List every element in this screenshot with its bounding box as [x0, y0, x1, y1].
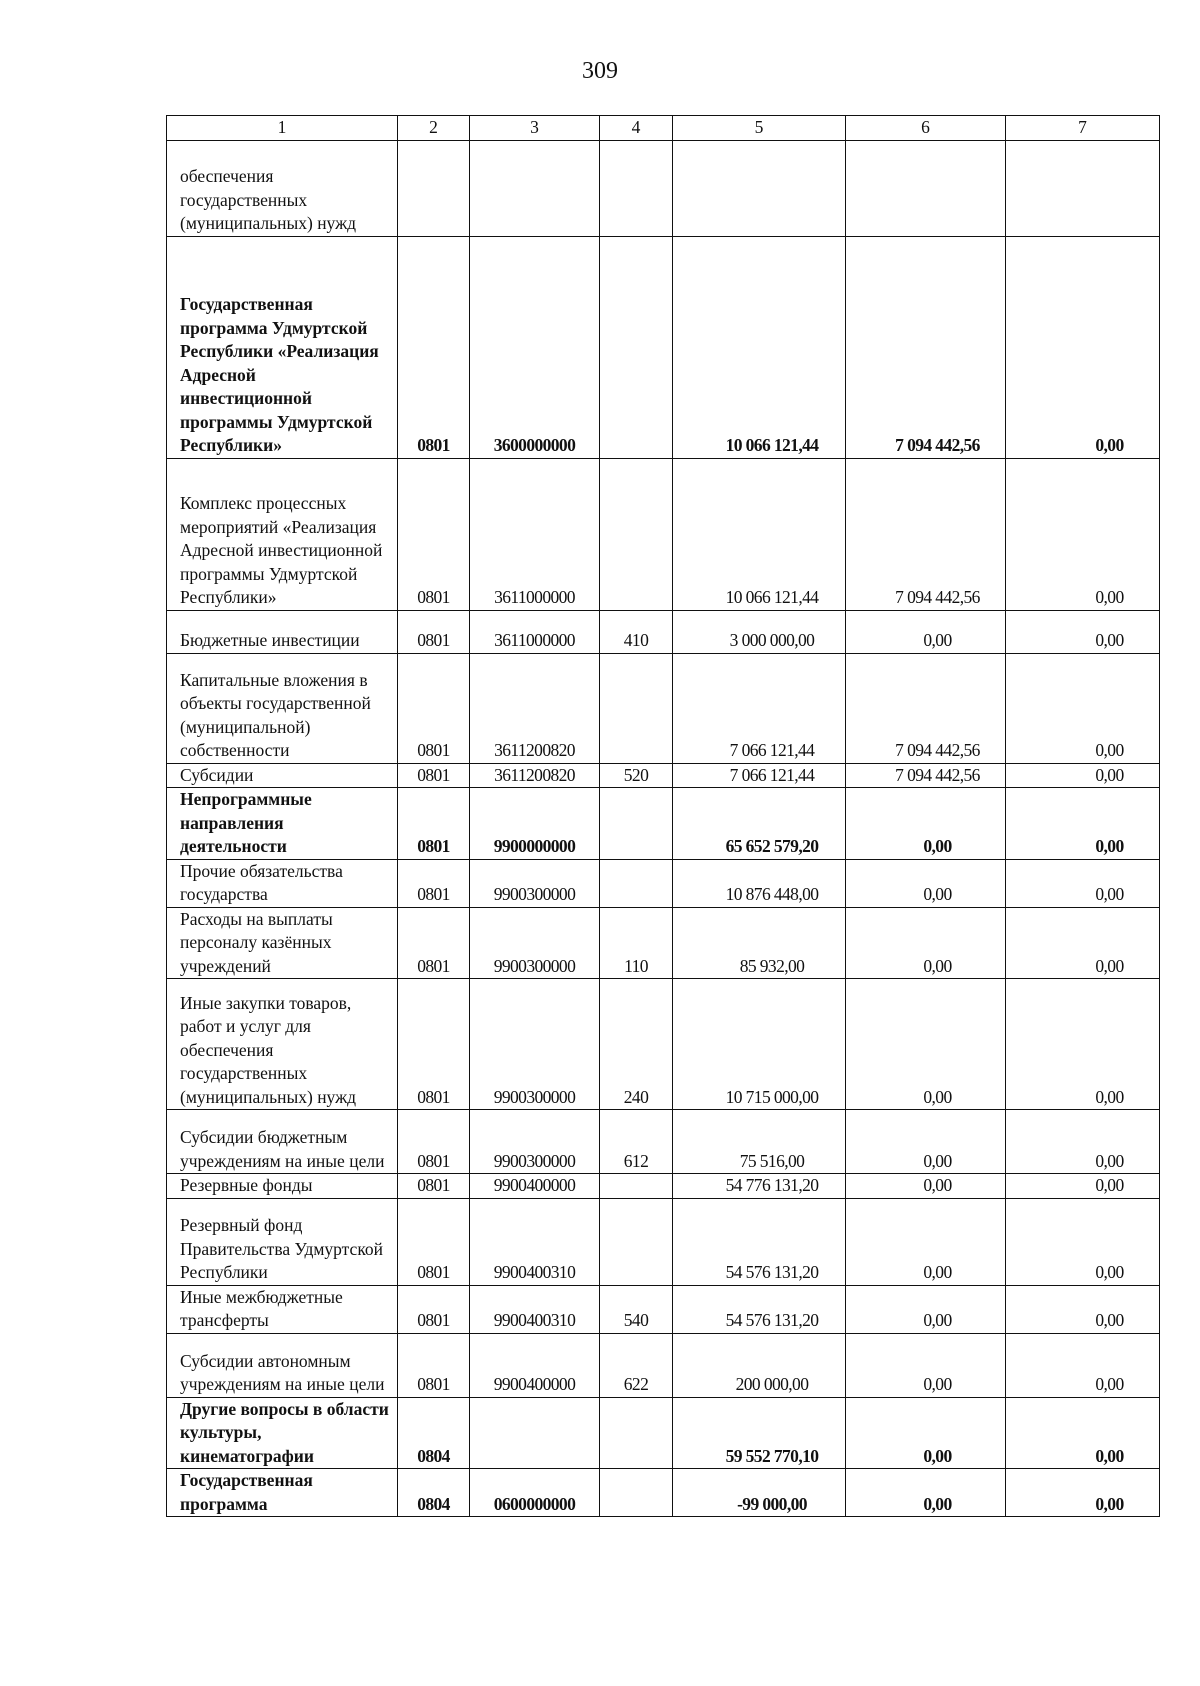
amount-col6: 0,00: [846, 859, 1006, 907]
amount-col5: 10 066 121,44: [673, 458, 846, 610]
amount-col7: 0,00: [1006, 763, 1160, 788]
expense-type: 110: [600, 907, 673, 979]
amount-col7: 0,00: [1006, 1469, 1160, 1517]
expense-type: 612: [600, 1110, 673, 1174]
section-code: 0801: [398, 763, 470, 788]
amount-col5: 10 876 448,00: [673, 859, 846, 907]
amount-col6: 0,00: [846, 1469, 1006, 1517]
amount-col7: 0,00: [1006, 907, 1160, 979]
section-code: 0801: [398, 979, 470, 1110]
table-row: [167, 1110, 1160, 1174]
expense-type: [600, 788, 673, 860]
section-code: 0801: [398, 788, 470, 860]
amount-col5: 10 066 121,44: [673, 236, 846, 458]
section-code: 0801: [398, 859, 470, 907]
amount-col6: 0,00: [846, 788, 1006, 860]
amount-col6: 7 094 442,56: [846, 236, 1006, 458]
row-name: Расходы на выплаты персоналу казённых учреждений: [167, 907, 398, 979]
amount-col5: 200 000,00: [673, 1333, 846, 1397]
section-code: 0801: [398, 1174, 470, 1199]
target-article: 9900300000: [470, 859, 600, 907]
section-code: 0804: [398, 1469, 470, 1517]
expense-type: [600, 1397, 673, 1469]
section-code: 0804: [398, 1397, 470, 1469]
amount-col6: 7 094 442,56: [846, 653, 1006, 763]
target-article: 3611000000: [470, 610, 600, 653]
expense-type: [600, 1198, 673, 1285]
row-name: Резервные фонды: [167, 1174, 398, 1199]
amount-col5: -99 000,00: [673, 1469, 846, 1517]
target-article: 3600000000: [470, 236, 600, 458]
section-code: 0801: [398, 1333, 470, 1397]
table-row: [167, 1285, 1160, 1333]
row-name: Субсидии бюджетным учреждениям на иные цели: [167, 1110, 398, 1174]
row-name: Непрограммные направления деятельности: [167, 788, 398, 860]
header-cell: 2: [398, 116, 470, 141]
expense-type: 520: [600, 763, 673, 788]
row-name: Резервный фонд Правительства Удмуртской Республики: [167, 1198, 398, 1285]
row-name: Другие вопросы в области культуры, кинематографии: [167, 1397, 398, 1469]
table-row: [167, 458, 1160, 610]
expense-type: 410: [600, 610, 673, 653]
expense-type: [600, 653, 673, 763]
section-code: 0801: [398, 236, 470, 458]
expense-type: 540: [600, 1285, 673, 1333]
amount-col6: 0,00: [846, 610, 1006, 653]
row-name: Государственная программа: [167, 1469, 398, 1517]
amount-col5: 54 776 131,20: [673, 1174, 846, 1199]
amount-col7: 0,00: [1006, 1333, 1160, 1397]
target-article: 9900300000: [470, 1110, 600, 1174]
amount-col7: 0,00: [1006, 1397, 1160, 1469]
target-article: 9900300000: [470, 907, 600, 979]
header-row: [167, 116, 1160, 141]
amount-col5: 85 932,00: [673, 907, 846, 979]
amount-col5: 54 576 131,20: [673, 1285, 846, 1333]
expense-type: [600, 1174, 673, 1199]
amount-col5: 10 715 000,00: [673, 979, 846, 1110]
table-row: [167, 763, 1160, 788]
target-article: 0600000000: [470, 1469, 600, 1517]
header-cell: 1: [167, 116, 398, 141]
header-cell: 3: [470, 116, 600, 141]
amount-col5: 75 516,00: [673, 1110, 846, 1174]
amount-col6: 7 094 442,56: [846, 763, 1006, 788]
target-article: [470, 1397, 600, 1469]
amount-col7: 0,00: [1006, 1174, 1160, 1199]
row-name: Иные межбюджетные трансферты: [167, 1285, 398, 1333]
target-article: 3611200820: [470, 653, 600, 763]
amount-col7: 0,00: [1006, 610, 1160, 653]
table-row: [167, 1397, 1160, 1469]
expense-type: [600, 458, 673, 610]
amount-col5: 59 552 770,10: [673, 1397, 846, 1469]
target-article: 9900400310: [470, 1198, 600, 1285]
amount-col7: 0,00: [1006, 1110, 1160, 1174]
section-code: 0801: [398, 907, 470, 979]
amount-col6: [846, 140, 1006, 236]
expense-type: [600, 140, 673, 236]
amount-col7: 0,00: [1006, 1198, 1160, 1285]
row-name: Государственная программа Удмуртской Республики «Реализация Адресной инвестиционной программы Удмуртской Республики»: [167, 236, 398, 458]
target-article: 9900000000: [470, 788, 600, 860]
amount-col7: 0,00: [1006, 1285, 1160, 1333]
page-number: 309: [582, 58, 618, 84]
row-name: Прочие обязательства государства: [167, 859, 398, 907]
table-row: [167, 1198, 1160, 1285]
amount-col5: 7 066 121,44: [673, 653, 846, 763]
table-row: [167, 907, 1160, 979]
target-article: 3611000000: [470, 458, 600, 610]
section-code: 0801: [398, 610, 470, 653]
table-row: [167, 1333, 1160, 1397]
table-row: [167, 140, 1160, 236]
target-article: 9900300000: [470, 979, 600, 1110]
table-row: [167, 859, 1160, 907]
amount-col6: 0,00: [846, 1333, 1006, 1397]
target-article: [470, 140, 600, 236]
amount-col6: 0,00: [846, 907, 1006, 979]
header-cell: 4: [600, 116, 673, 141]
amount-col5: [673, 140, 846, 236]
amount-col5: 54 576 131,20: [673, 1198, 846, 1285]
table-row: [167, 610, 1160, 653]
expense-type: [600, 1469, 673, 1517]
row-name: Субсидии автономным учреждениям на иные цели: [167, 1333, 398, 1397]
amount-col7: 0,00: [1006, 653, 1160, 763]
amount-col7: 0,00: [1006, 236, 1160, 458]
section-code: 0801: [398, 1198, 470, 1285]
expense-type: [600, 236, 673, 458]
amount-col6: 0,00: [846, 1198, 1006, 1285]
expense-type: 622: [600, 1333, 673, 1397]
table-row: [167, 1469, 1160, 1517]
amount-col6: 0,00: [846, 1397, 1006, 1469]
header-cell: 7: [1006, 116, 1160, 141]
section-code: 0801: [398, 458, 470, 610]
table-row: [167, 236, 1160, 458]
amount-col5: 7 066 121,44: [673, 763, 846, 788]
amount-col7: 0,00: [1006, 458, 1160, 610]
expense-type: [600, 859, 673, 907]
target-article: 9900400000: [470, 1333, 600, 1397]
amount-col6: 7 094 442,56: [846, 458, 1006, 610]
section-code: 0801: [398, 1285, 470, 1333]
amount-col5: 3 000 000,00: [673, 610, 846, 653]
header-cell: 5: [673, 116, 846, 141]
amount-col7: 0,00: [1006, 979, 1160, 1110]
amount-col6: 0,00: [846, 1110, 1006, 1174]
section-code: [398, 140, 470, 236]
amount-col7: [1006, 140, 1160, 236]
amount-col7: 0,00: [1006, 859, 1160, 907]
row-name: Комплекс процессных мероприятий «Реализация Адресной инвестиционной программы Удмуртской Республики»: [167, 458, 398, 610]
table-row: [167, 653, 1160, 763]
amount-col6: 0,00: [846, 979, 1006, 1110]
amount-col6: 0,00: [846, 1285, 1006, 1333]
budget-table: [166, 115, 1160, 1517]
table-row: [167, 979, 1160, 1110]
target-article: 9900400000: [470, 1174, 600, 1199]
table-row: [167, 788, 1160, 860]
target-article: 9900400310: [470, 1285, 600, 1333]
row-name: обеспечения государственных (муниципальных) нужд: [167, 140, 398, 236]
amount-col6: 0,00: [846, 1174, 1006, 1199]
row-name: Бюджетные инвестиции: [167, 610, 398, 653]
target-article: 3611200820: [470, 763, 600, 788]
amount-col5: 65 652 579,20: [673, 788, 846, 860]
section-code: 0801: [398, 653, 470, 763]
header-cell: 6: [846, 116, 1006, 141]
row-name: Субсидии: [167, 763, 398, 788]
table-row: [167, 1174, 1160, 1199]
expense-type: 240: [600, 979, 673, 1110]
row-name: Капитальные вложения в объекты государственной (муниципальной) собственности: [167, 653, 398, 763]
row-name: Иные закупки товаров, работ и услуг для обеспечения государственных (муниципальных) нужд: [167, 979, 398, 1110]
amount-col7: 0,00: [1006, 788, 1160, 860]
section-code: 0801: [398, 1110, 470, 1174]
